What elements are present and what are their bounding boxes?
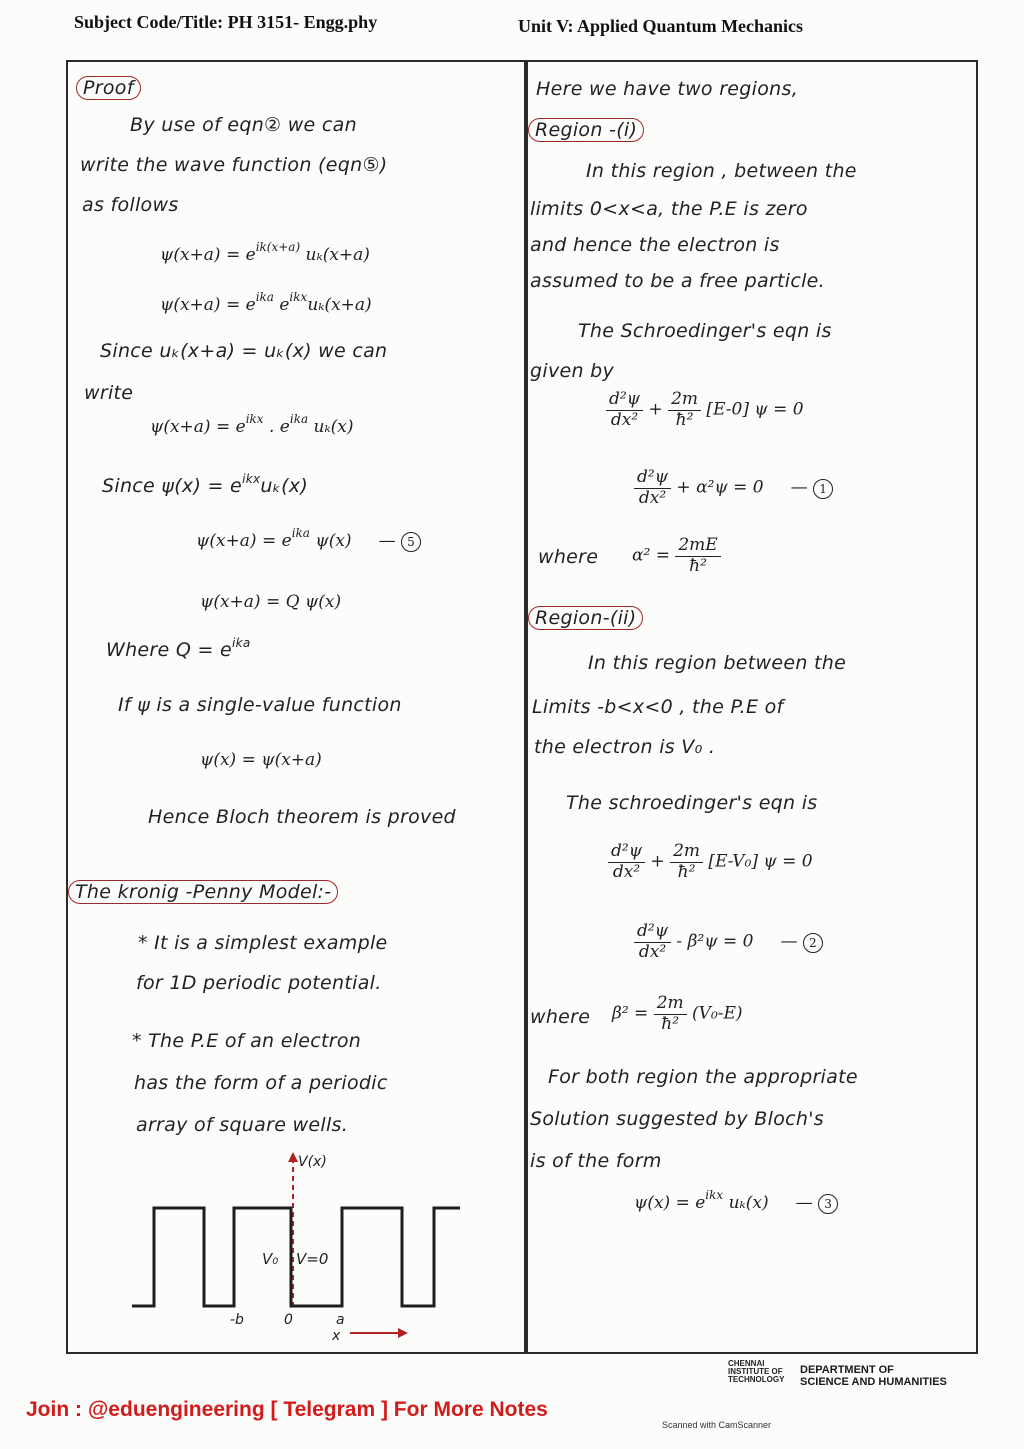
text-line: and hence the electron is xyxy=(530,234,780,256)
schrodinger-eq-region1: $\frac{\text{d²ψ}}{\text{dx²}}$ + $\frac{2m}{\text{ħ²}}$ [E-0] ψ = 0 xyxy=(606,390,804,430)
text-line: Solution suggested by Bloch's xyxy=(530,1108,824,1130)
text-line: limits 0<x<a, the P.E is zero xyxy=(530,198,808,220)
text-line: If ψ is a single-value function xyxy=(118,694,402,716)
text-line: write xyxy=(84,382,134,404)
text-line: In this region , between the xyxy=(586,160,857,182)
x-axis-label: x xyxy=(332,1328,341,1344)
equation-number: 2 xyxy=(803,933,823,953)
text-line: where xyxy=(538,546,599,568)
text-line: Where $Q = e^{ika}$ xyxy=(106,636,251,661)
text-line: where xyxy=(530,1006,591,1028)
equation: $\psi(x+a) = e^{ika}$ $e^{ikx}u_k(x+a)$ xyxy=(160,290,372,315)
equation: ψ(x) = ψ(x+a) xyxy=(200,750,322,770)
text-line: assumed to be a free particle. xyxy=(530,270,825,292)
text-line: is of the form xyxy=(530,1150,662,1172)
equation-2: $\frac{\text{d²ψ}}{\text{dx²}}$ - β²ψ = 0 — 2 xyxy=(634,922,823,962)
text-line: The Schroedinger's eqn is xyxy=(578,320,832,342)
equation-number: 5 xyxy=(401,532,421,552)
equation-1: $\frac{\text{d²ψ}}{\text{dx²}}$ + α²ψ = 0 — 1 xyxy=(634,468,833,508)
region-2-label: Region-(ii) xyxy=(528,606,643,630)
kronig-penny-heading: The kronig -Penny Model:- xyxy=(68,880,338,904)
text-line: as follows xyxy=(82,194,179,216)
scanner-watermark: Scanned with CamScanner xyxy=(662,1420,772,1430)
region-1-label: Region -(i) xyxy=(528,118,644,142)
text-line: the electron is V₀ . xyxy=(534,736,716,758)
text-line: Since $\psi(x) = e^{ikx}u_k(x)$ xyxy=(102,472,309,497)
y-axis-arrow xyxy=(288,1152,298,1162)
bullet-line: has the form of a periodic xyxy=(134,1072,388,1094)
y-axis-label: V(x) xyxy=(298,1154,327,1170)
equation: $\psi(x+a) = e^{ikx}$ . $e^{ika}$ uₖ(x) xyxy=(150,412,354,437)
equation: ψ(x+a) = Q ψ(x) xyxy=(200,592,342,612)
bullet-line: array of square wells. xyxy=(136,1114,349,1136)
text-line: Since uₖ(x+a) = uₖ(x) we can xyxy=(100,340,388,362)
bullet-line: * The P.E of an electron xyxy=(132,1030,362,1052)
text-line: By use of eqn② we can xyxy=(130,114,357,136)
text-line: For both region the appropriate xyxy=(548,1066,858,1088)
text-line: Hence Bloch theorem is proved xyxy=(148,806,456,828)
alpha-definition: α² = $\frac{2mE}{\text{ħ²}}$ xyxy=(632,536,721,576)
text-line: Here we have two regions, xyxy=(536,78,799,100)
bullet-line: * It is a simplest example xyxy=(138,932,388,954)
text-line: The schroedinger's eqn is xyxy=(566,792,818,814)
tick-0: 0 xyxy=(284,1312,293,1328)
text-line: write the wave function (eqn⑤) xyxy=(80,154,388,176)
v0-label: V₀ xyxy=(262,1250,279,1268)
equation-5: $\psi(x+a) = e^{ika}$ ψ(x) — 5 xyxy=(196,526,421,552)
text-line: Limits -b<x<0 , the P.E of xyxy=(532,696,784,718)
proof-label: Proof xyxy=(76,76,141,100)
unit-title: Unit V: Applied Quantum Mechanics xyxy=(518,16,804,36)
schrodinger-eq-region2: $\frac{\text{d²ψ}}{\text{dx²}}$ + $\frac{2m}{\text{ħ²}}$ [E-V₀] ψ = 0 xyxy=(608,842,813,882)
beta-definition: β² = $\frac{2m}{\text{ħ²}}$ (V₀-E) xyxy=(612,993,743,1034)
equation-number: 1 xyxy=(813,479,833,499)
institute-logo: CHENNAI INSTITUTE OF TECHNOLOGY xyxy=(728,1359,785,1384)
department-name: DEPARTMENT OF SCIENCE AND HUMANITIES xyxy=(800,1364,947,1388)
bullet-line: for 1D periodic potential. xyxy=(136,972,382,994)
text-line: given by xyxy=(530,360,615,382)
v-zero-label: V=0 xyxy=(296,1250,329,1268)
equation-number: 3 xyxy=(818,1194,838,1214)
text-line: In this region between the xyxy=(588,652,847,674)
telegram-join-link[interactable]: Join : @eduengineering [ Telegram ] For More Notes xyxy=(26,1398,548,1421)
equation-3: $\psi(x) = e^{ikx}$ uₖ(x) — 3 xyxy=(634,1188,838,1214)
periodic-potential-diagram xyxy=(126,1148,466,1348)
tick-b: -b xyxy=(230,1312,244,1328)
subject-title: Subject Code/Title: PH 3151- Engg.phy xyxy=(74,12,378,32)
equation: $\psi(x+a) = e^{ik(x+a)}$ uₖ(x+a) xyxy=(160,240,370,265)
tick-a: a xyxy=(336,1312,345,1328)
